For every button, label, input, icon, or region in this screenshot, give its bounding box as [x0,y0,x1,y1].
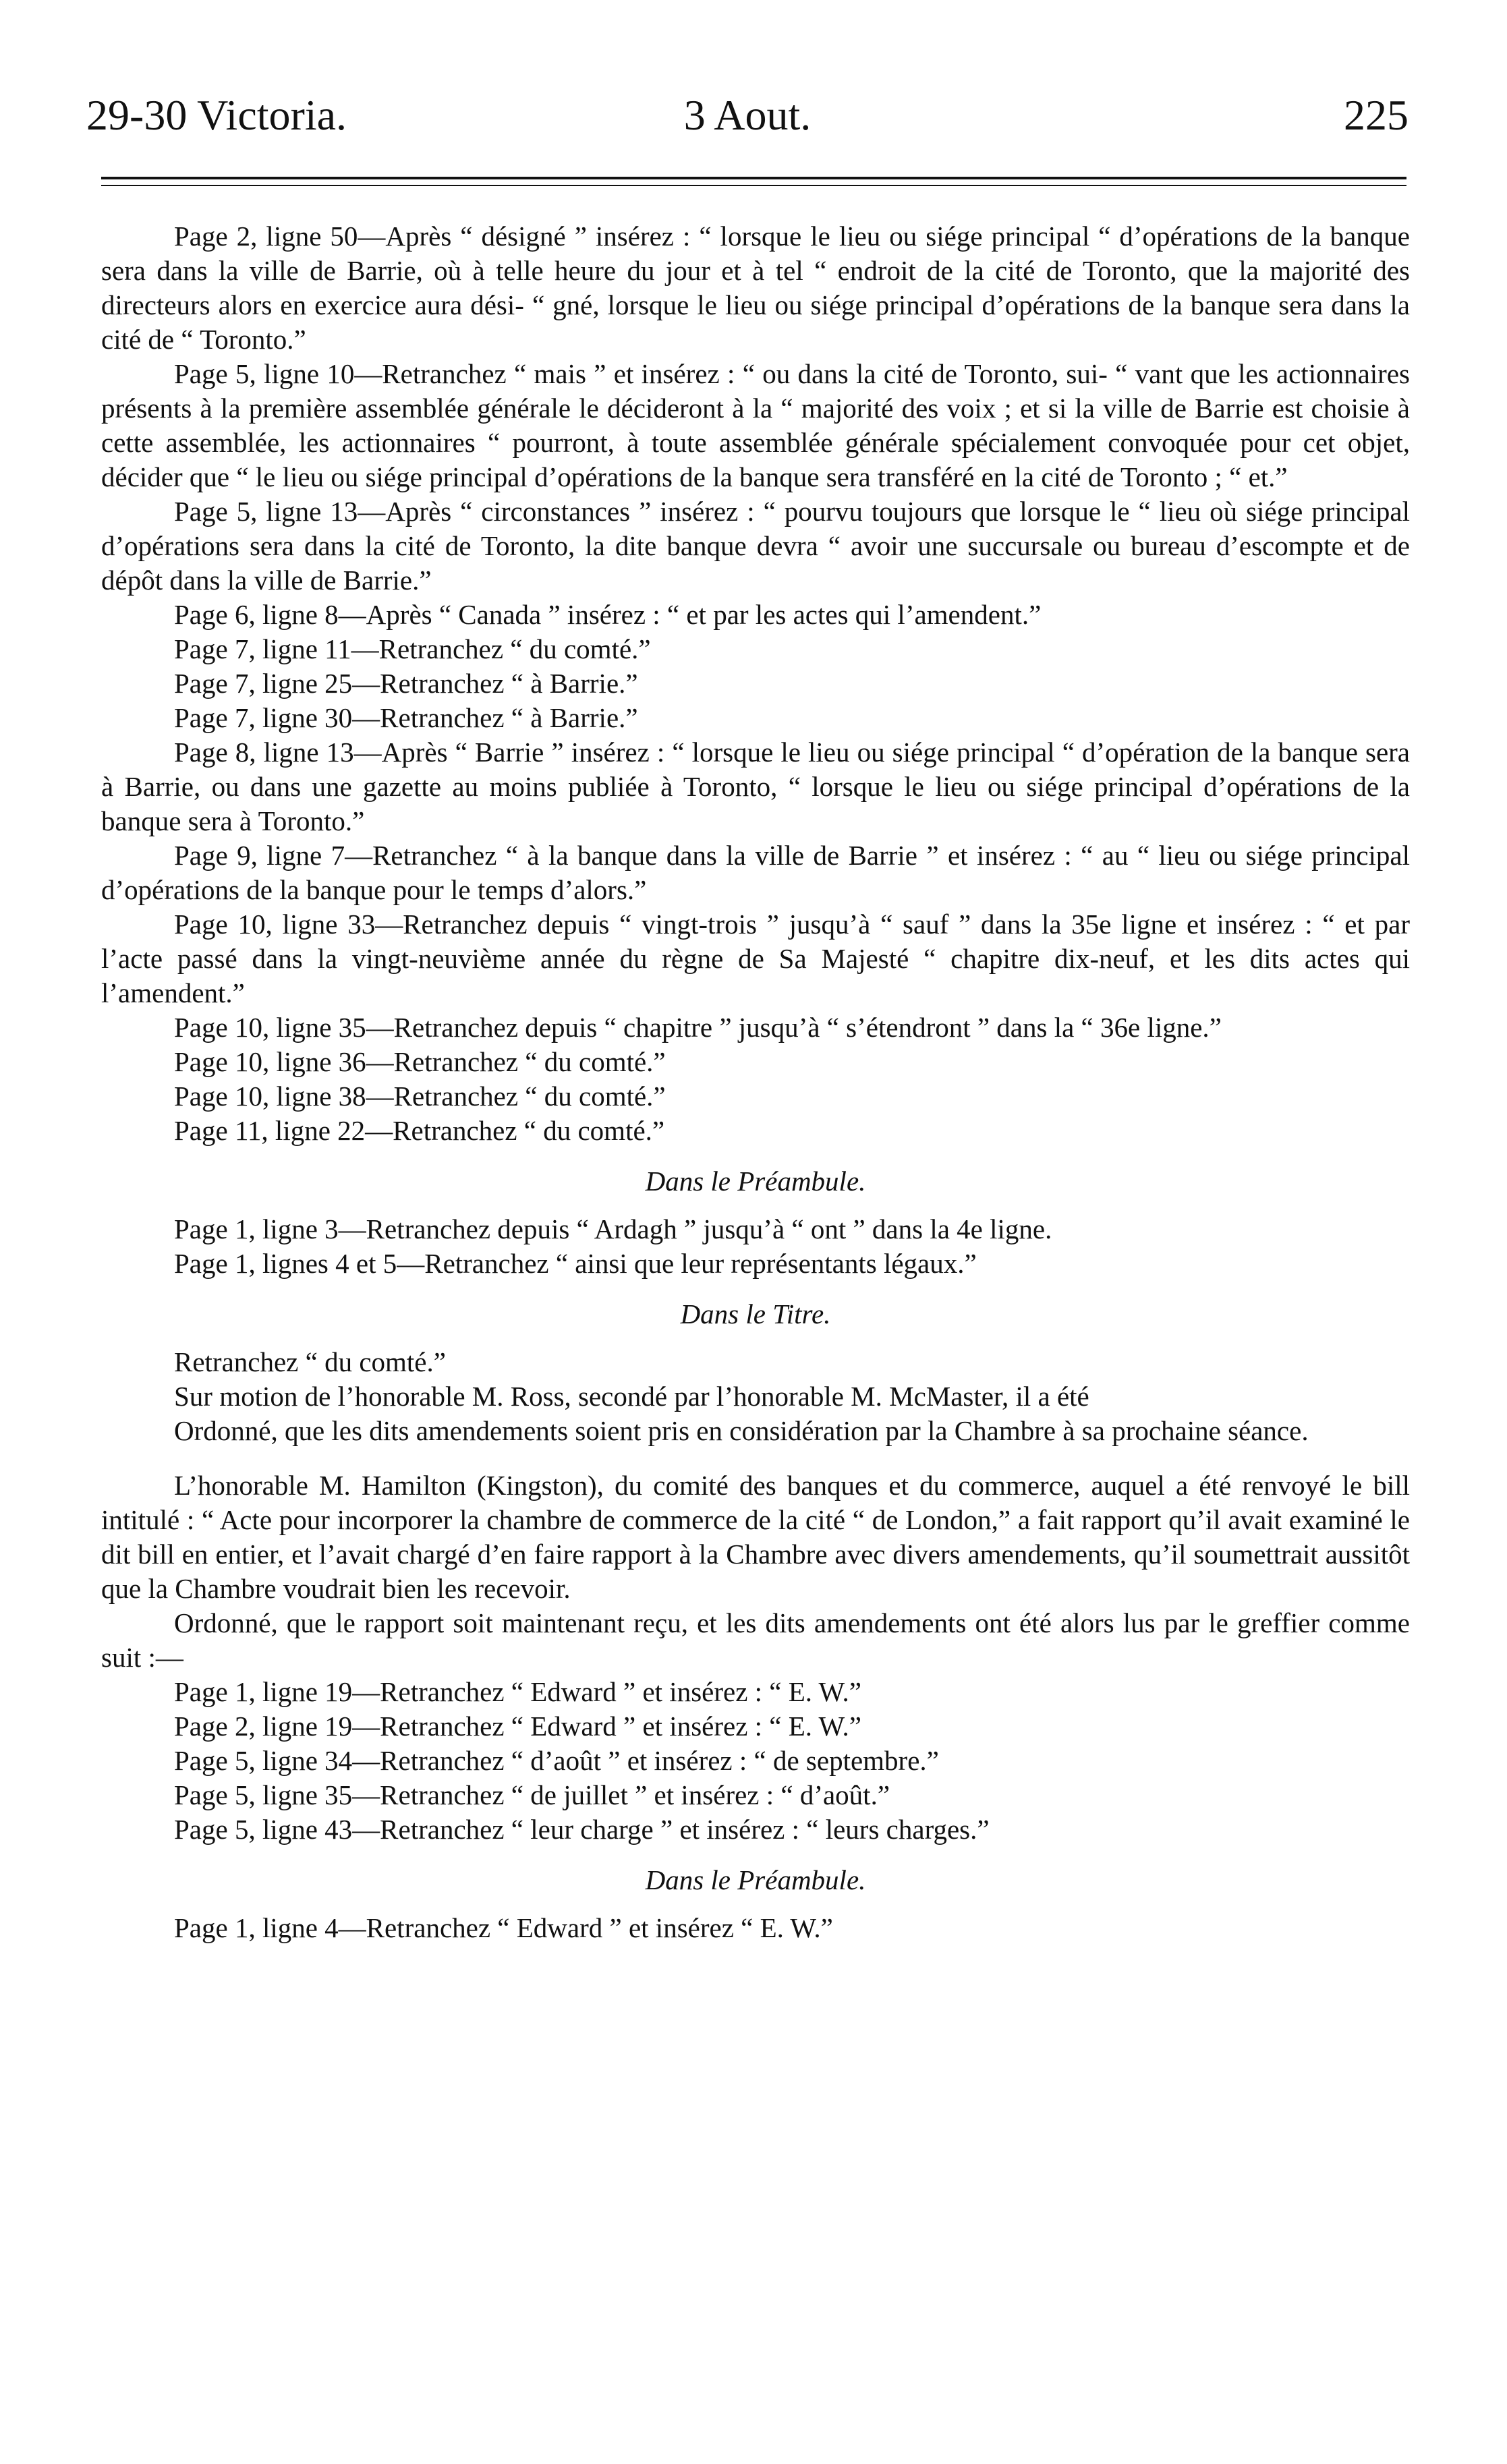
amendment-line: Page 2, ligne 19—Retranchez “ Edward ” et insérez : “ E. W.” [174,1711,861,1742]
amendment-line: Page 5, ligne 43—Retranchez “ leur charge ” et insérez : “ leurs charges.” [174,1814,990,1845]
section-heading-title: Dans le Titre. [680,1298,831,1329]
amendment-line: Page 5, ligne 35—Retranchez “ de juillet ” et insérez : “ d’août.” [174,1779,890,1810]
amendment-paragraph: Page 9, ligne 7—Retranchez “ à la banque dans la ville de Barrie ” et insérez : “ au “ lieu ou siége principal d’opérations de la banque pour le temps d’alors.” [101,840,1410,905]
amendment-line: Page 6, ligne 8—Après “ Canada ” insérez : “ et par les actes qui l’amendent.” [174,599,1042,630]
body-text [101,219,1410,1945]
amendment-line: Retranchez “ du comté.” [174,1346,446,1377]
amendment-paragraph: Page 5, ligne 13—Après “ circonstances ” insérez : “ pourvu toujours que lorsque le “ lieu où siége principal d’opérations sera dans la cité de Toronto, la dite banque devra “ avoir une succursale ou bureau d’escompte et de dépôt dans la ville de Barrie.” [101,496,1410,596]
header-rule-thin [101,185,1406,186]
amendment-line: Page 10, ligne 38—Retranchez “ du comté.” [174,1081,666,1112]
amendment-paragraph: Page 2, ligne 50—Après “ désigné ” insérez : “ lorsque le lieu ou siége principal “ d’opérations de la banque sera dans la ville de Barrie, où à telle heure du jour et à tel “ endroit de la cité de Toronto, que la majorité des directeurs alors en exercice aura dési- “ gné, lorsque le lieu ou siége principal d’opérations de la banque sera dans la cité de “ Toronto.” [101,221,1410,355]
amendment-line: Page 7, ligne 25—Retranchez “ à Barrie.” [174,668,638,699]
amendment-line: Page 5, ligne 34—Retranchez “ d’août ” et insérez : “ de septembre.” [174,1745,939,1776]
amendment-line: Page 1, ligne 19—Retranchez “ Edward ” et insérez : “ E. W.” [174,1676,861,1707]
header-session: 29-30 Victoria. [86,91,347,139]
order-paragraph: Ordonné, que les dits amendements soient pris en considération par la Chambre à sa prochaine séance. [174,1415,1309,1446]
amendment-line: Page 1, lignes 4 et 5—Retranchez “ ainsi que leur représentants légaux.” [174,1248,977,1279]
amendment-line: Page 7, ligne 30—Retranchez “ à Barrie.” [174,702,638,733]
motion-line: Sur motion de l’honorable M. Ross, secondé par l’honorable M. McMaster, il a été [174,1381,1089,1412]
amendment-line: Page 10, ligne 36—Retranchez “ du comté.” [174,1046,666,1077]
amendment-line: Page 1, ligne 3—Retranchez depuis “ Ardagh ” jusqu’à “ ont ” dans la 4e ligne. [174,1213,1052,1244]
page-number: 225 [1344,91,1409,139]
amendment-paragraph: Page 8, ligne 13—Après “ Barrie ” insérez : “ lorsque le lieu ou siége principal “ d’opération de la banque sera à Barrie, ou dans une gazette au moins publiée à Toronto, “ lorsque le lieu ou siége principal d’opérations de la banque sera à Toronto.” [101,737,1410,836]
order-paragraph: Ordonné, que le rapport soit maintenant reçu, et les dits amendements ont été alors lus par le greffier comme suit :— [101,1607,1410,1673]
amendment-line: Page 11, ligne 22—Retranchez “ du comté.” [174,1115,665,1146]
header-rule-thick [101,177,1406,179]
amendment-line: Page 1, ligne 4—Retranchez “ Edward ” et insérez “ E. W.” [174,1912,833,1943]
report-paragraph: L’honorable M. Hamilton (Kingston), du comité des banques et du commerce, auquel a été renvoyé le bill intitulé : “ Acte pour incorporer la chambre de commerce de la cité “ de London,” a fait rapport qu’il avait examiné le dit bill en entier, et l’avait chargé d’en faire rapport à la Chambre avec divers amendements, qu’il soumettrait aussitôt que la Chambre voudrait bien les recevoir. [101,1470,1410,1604]
amendment-line: Page 7, ligne 11—Retranchez “ du comté.” [174,633,651,664]
amendment-paragraph: Page 5, ligne 10—Retranchez “ mais ” et insérez : “ ou dans la cité de Toronto, sui- “ vant que les actionnaires présents à la première assemblée générale le décideront à la “ majorité des voix ; et si la ville de Barrie est choisie à cette assemblée, les actionnaires “ pourront, à toute assemblée générale spécialement convoquée pour cet objet, décider que “ le lieu ou siége principal d’opérations de la banque sera transféré en la cité de Toronto ; “ et.” [101,358,1410,492]
amendment-paragraph: Page 10, ligne 33—Retranchez depuis “ vingt-trois ” jusqu’à “ sauf ” dans la 35e ligne et insérez : “ et par l’acte passé dans la vingt-neuvième année du règne de Sa Majesté “ chapitre dix-neuf, et les dits actes qui l’amendent.” [101,909,1410,1008]
amendment-paragraph: Page 10, ligne 35—Retranchez depuis “ chapitre ” jusqu’à “ s’étendront ” dans la “ 36e ligne.” [174,1012,1222,1043]
page-header [86,85,1409,146]
section-heading-preamble: Dans le Préambule. [645,1864,866,1895]
section-heading-preamble: Dans le Préambule. [645,1166,866,1197]
header-date: 3 Aout. [683,91,812,139]
